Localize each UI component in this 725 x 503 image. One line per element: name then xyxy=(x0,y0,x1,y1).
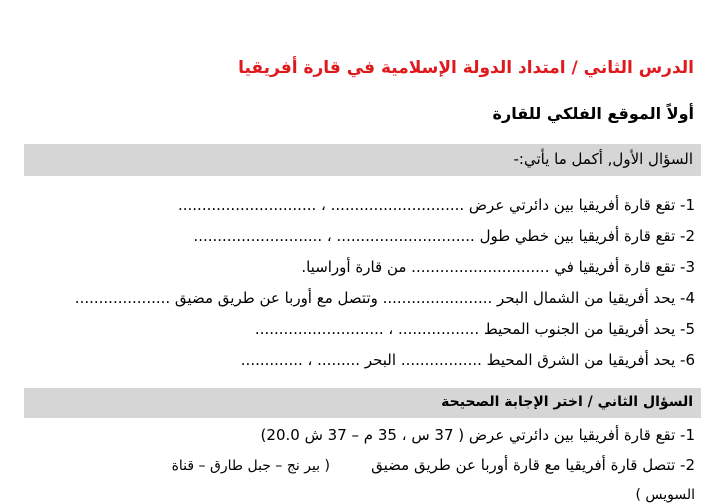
question2-choices-continued: السويس ) xyxy=(635,487,695,503)
lesson-title: الدرس الثاني / امتداد الدولة الإسلامية في قارة أفريقيا xyxy=(238,58,694,78)
question1-header-bar xyxy=(24,144,701,176)
question2-header-bar xyxy=(24,388,701,418)
question2-item-1: 1- تقع قارة أفريقيا بين دائرتي عرض ( 37 س ، 35 م – 37 ش 20.0) xyxy=(260,426,695,444)
question1-item-3: 3- تقع قارة أفريقيا في ............................. من قارة أوراسيا. xyxy=(301,258,695,276)
question1-item-5: 5- يحد أفريقيا من الجنوب المحيط ................. ، ........................... xyxy=(254,320,695,338)
question2-heading: السؤال الثاني / اختر الإجابة الصحيحة xyxy=(441,394,693,410)
question1-item-6: 6- يحد أفريقيا من الشرق المحيط ................. البحر ......... ، ............. xyxy=(240,351,695,369)
question1-item-1: 1- تقع قارة أفريقيا بين دائرتي عرض ............................ ، ............................. xyxy=(177,196,695,214)
question2-choices: ( بير نج – جبل طارق – قناة xyxy=(171,458,330,474)
question1-item-4: 4- يحد أفريقيا من الشمال البحر ....................... وتتصل مع أوربا عن طريق مضيق .................... xyxy=(74,289,695,307)
question2-item-2: 2- تتصل قارة أفريقيا مع قارة أوربا عن طريق مضيق xyxy=(371,456,695,474)
question1-item-2: 2- تقع قارة أفريقيا بين خطي طول ............................. ، ........................... xyxy=(193,227,695,245)
question1-heading: السؤال الأول, أكمل ما يأتي:- xyxy=(513,150,693,168)
section-title: أولاً الموقع الفلكي للقارة xyxy=(492,104,694,123)
